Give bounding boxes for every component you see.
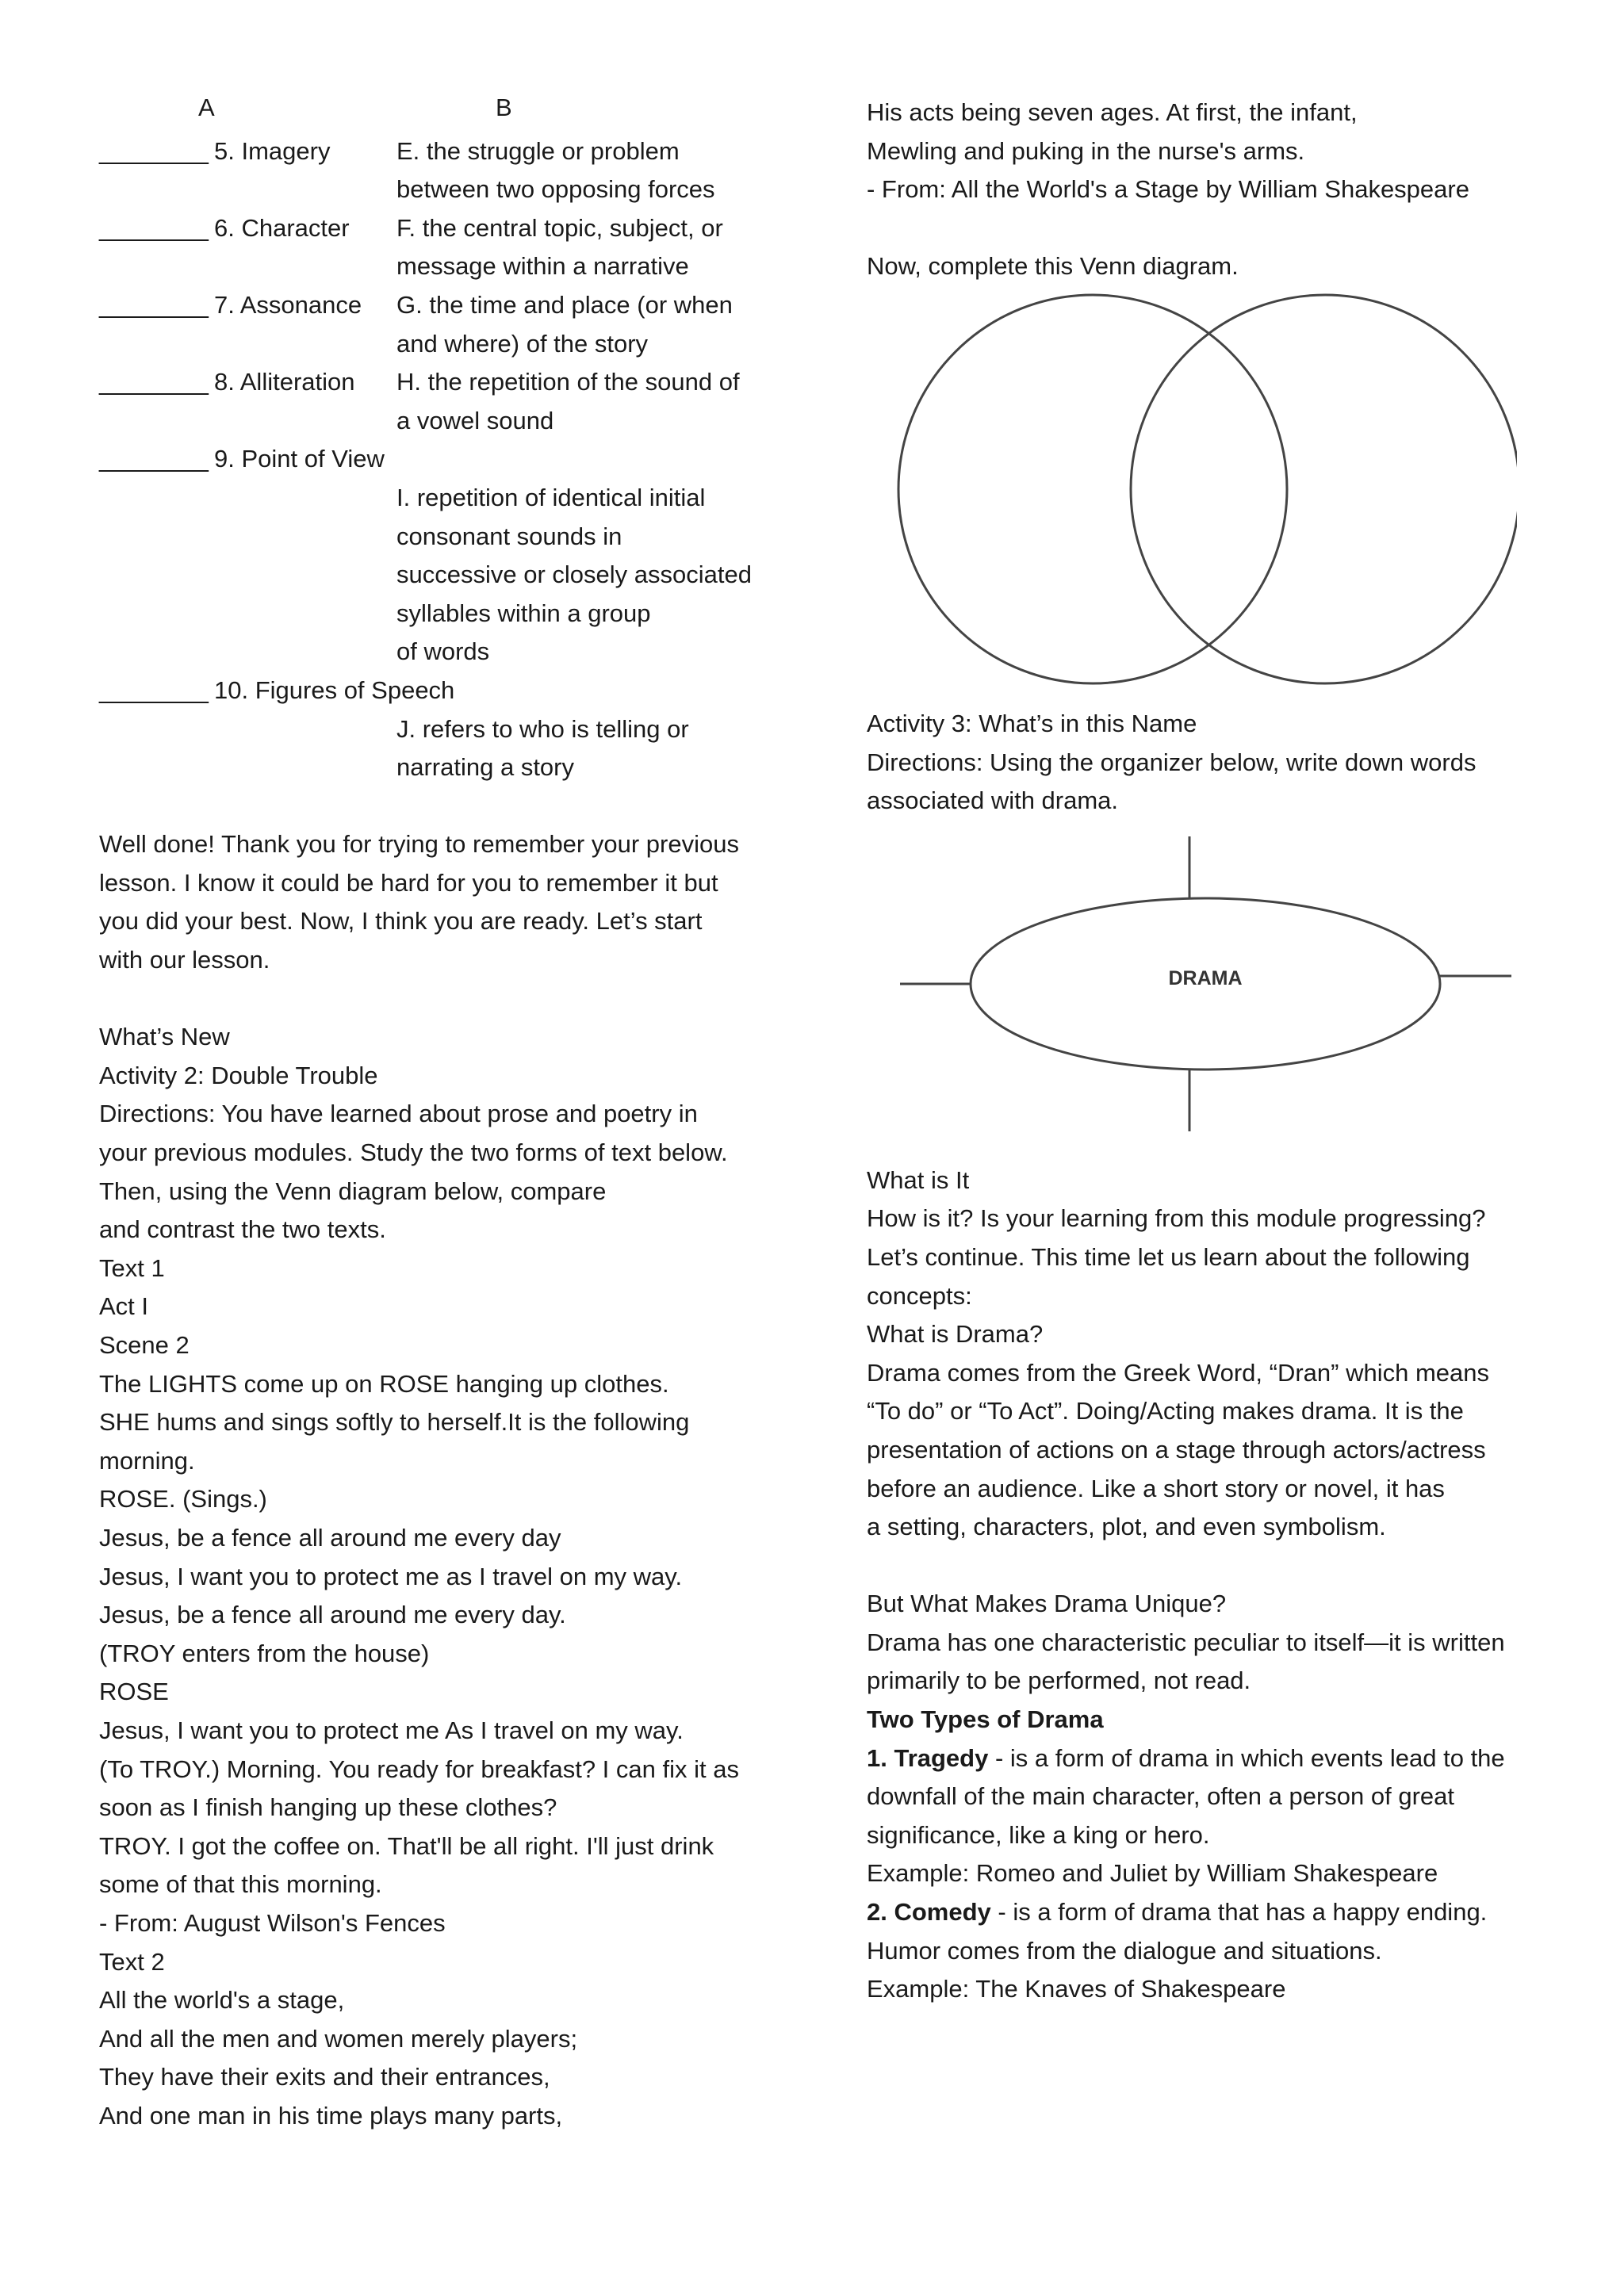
text-2-body [99, 1981, 797, 2135]
definition-line: and where) of the story [396, 329, 649, 358]
matching-row-6 [99, 209, 797, 248]
intro-line: How is it? Is your learning from this module progressing? [867, 1204, 1486, 1233]
spacer [99, 980, 797, 1019]
matching-row-5 [99, 132, 797, 171]
left-column [99, 94, 797, 2135]
paragraph-line: you did your best. Now, I think you are ready. Let’s start [99, 907, 703, 936]
directions-line: Directions: You have learned about prose and poetry in [99, 1100, 698, 1128]
tragedy-label: 1. Tragedy [867, 1743, 989, 1772]
text-line: And all the men and women merely players; [99, 2024, 578, 2053]
intro-line: Let’s continue. This time let us learn about the following [867, 1242, 1470, 1271]
text-line: They have their exits and their entrances, [99, 2063, 550, 2091]
text-line: Act I [99, 1292, 149, 1321]
term: 6. Character [214, 213, 350, 242]
text-line: some of that this morning. [99, 1870, 382, 1899]
spacer [867, 1547, 1565, 1586]
definition-cont [99, 325, 797, 364]
term: 7. Assonance [214, 290, 362, 319]
definition-line: a vowel sound [396, 406, 554, 434]
spacer [867, 689, 1565, 705]
definition-line: consonant sounds in [396, 522, 622, 550]
term: 10. Figures of Speech [214, 675, 455, 704]
body-line: Example: The Knaves of Shakespeare [867, 1975, 1286, 2003]
definition: G. the time and place (or when [396, 290, 733, 319]
directions-line: Then, using the Venn diagram below, compare [99, 1177, 607, 1205]
definition-line: syllables within a group [396, 599, 651, 627]
directions-line: your previous modules. Study the two forms of text below. [99, 1138, 728, 1167]
definition-line: J. refers to who is telling or [396, 714, 689, 743]
directions-line: Directions: Using the organizer below, write down words [867, 748, 1477, 776]
body-line: Humor comes from the dialogue and situations. [867, 1936, 1382, 1965]
text-line: His acts being seven ages. At first, the infant, [867, 98, 1358, 126]
text-2-label: Text 2 [99, 1947, 165, 1976]
column-a-header: A [198, 94, 215, 121]
definition [99, 479, 797, 518]
definition-cont [99, 170, 797, 209]
text-line: - From: All the World's a Stage by William Shakespeare [867, 175, 1469, 204]
definition-cont [99, 247, 797, 286]
paragraph-line: lesson. I know it could be hard for you to remember it but [99, 868, 718, 897]
comedy-line [867, 1893, 1565, 1932]
text-line: The LIGHTS come up on ROSE hanging up clothes. [99, 1369, 669, 1398]
definition: E. the struggle or problem [396, 136, 680, 165]
question-heading: What is Drama? [867, 1320, 1044, 1349]
comedy-definition: - is a form of drama that has a happy ending. [990, 1898, 1488, 1927]
term: 5. Imagery [214, 136, 331, 165]
body-line: “To do” or “To Act”. Doing/Acting makes drama. It is the [867, 1397, 1464, 1425]
right-column [867, 94, 1565, 2009]
venn-circle-right[interactable] [1131, 295, 1517, 683]
question-heading: But What Makes Drama Unique? [867, 1590, 1227, 1618]
text-line: (TROY enters from the house) [99, 1639, 430, 1667]
answer-blank[interactable]: ________ [99, 136, 209, 165]
text-1-label: Text 1 [99, 1253, 165, 1282]
paragraph-line: Well done! Thank you for trying to remember your previous [99, 830, 739, 859]
column-b-header: B [496, 94, 512, 121]
well-done-paragraph [99, 825, 797, 979]
definition-cont [99, 595, 797, 633]
matching-row-8 [99, 363, 797, 402]
text-line: Mewling and puking in the nurse's arms. [867, 136, 1305, 165]
answer-blank[interactable]: ________ [99, 290, 209, 319]
body-line: significance, like a king or hero. [867, 1820, 1210, 1849]
answer-blank[interactable]: ________ [99, 213, 209, 242]
definition-line: I. repetition of identical initial [396, 483, 706, 511]
body-line: presentation of actions on a stage through actors/actress [867, 1435, 1486, 1464]
text-line: Jesus, be a fence all around me every day [99, 1523, 561, 1552]
matching-row-10 [99, 672, 797, 710]
definition-cont [99, 556, 797, 595]
directions-line: associated with drama. [867, 786, 1119, 815]
definition-line: narrating a story [396, 753, 574, 782]
intro-line: concepts: [867, 1281, 972, 1310]
spacer [99, 787, 797, 826]
text-line: And one man in his time plays many parts, [99, 2101, 563, 2130]
directions-line: and contrast the two texts. [99, 1215, 386, 1244]
answer-blank[interactable]: ________ [99, 445, 209, 473]
text-line: Scene 2 [99, 1331, 190, 1359]
term: 8. Alliteration [214, 368, 355, 396]
definition-line: successive or closely associated [396, 561, 752, 589]
definition-cont [99, 402, 797, 441]
section-heading: What’s New [99, 1023, 230, 1051]
text-line: ROSE [99, 1678, 169, 1706]
body-line: Drama comes from the Greek Word, “Dran” which means [867, 1358, 1489, 1387]
matching-header [99, 94, 797, 132]
venn-diagram[interactable] [867, 293, 1517, 689]
answer-blank[interactable]: ________ [99, 675, 209, 704]
venn-circle-left[interactable] [898, 295, 1287, 683]
definition-cont [99, 633, 797, 672]
activity-title: Activity 2: Double Trouble [99, 1061, 378, 1089]
text-line: ROSE. (Sings.) [99, 1485, 267, 1513]
body-line: primarily to be performed, not read. [867, 1667, 1251, 1695]
definition-line: of words [396, 637, 490, 666]
text-line: morning. [99, 1446, 195, 1475]
definition-cont [99, 518, 797, 557]
answer-blank[interactable]: ________ [99, 368, 209, 396]
matching-row-7 [99, 286, 797, 325]
text-line: Jesus, I want you to protect me as I travel on my way. [99, 1562, 683, 1590]
comedy-label: 2. Comedy [867, 1898, 991, 1927]
drama-word-organizer[interactable] [867, 828, 1517, 1161]
organizer-label: DRAMA [1168, 966, 1243, 989]
definition: H. the repetition of the sound of [396, 368, 740, 396]
body-line: Example: Romeo and Juliet by William Shakespeare [867, 1859, 1438, 1888]
definition-cont [99, 748, 797, 787]
spacer [867, 209, 1565, 248]
text-line: Jesus, I want you to protect me As I travel on my way. [99, 1716, 684, 1744]
definition-line: between two opposing forces [396, 175, 715, 204]
paragraph-line: with our lesson. [99, 946, 270, 974]
section-heading: What is It [867, 1165, 970, 1194]
text-line: soon as I finish hanging up these clothes? [99, 1793, 557, 1822]
venn-prompt: Now, complete this Venn diagram. [867, 252, 1239, 281]
text-line: All the world's a stage, [99, 1986, 345, 2015]
definition-line: message within a narrative [396, 252, 689, 281]
activity-3-title: Activity 3: What’s in this Name [867, 709, 1197, 737]
body-line: before an audience. Like a short story or novel, it has [867, 1474, 1445, 1502]
matching-row-9 [99, 440, 797, 479]
tragedy-definition: - is a form of drama in which events lead to the [988, 1743, 1505, 1772]
body-line: Drama has one characteristic peculiar to itself—it is written [867, 1628, 1505, 1656]
term: 9. Point of View [214, 445, 385, 473]
types-heading [867, 1701, 1565, 1739]
types-heading-text: Two Types of Drama [867, 1705, 1104, 1734]
text-line: Jesus, be a fence all around me every day. [99, 1601, 566, 1629]
text-line: - From: August Wilson's Fences [99, 1908, 446, 1937]
tragedy-line [867, 1739, 1565, 1778]
definition [99, 710, 797, 749]
text-line: SHE hums and sings softly to herself.It is the following [99, 1408, 690, 1437]
text-1-body [99, 1288, 797, 1942]
body-line: a setting, characters, plot, and even symbolism. [867, 1513, 1386, 1541]
definition: F. the central topic, subject, or [396, 213, 723, 242]
text-line: (To TROY.) Morning. You ready for breakfast? I can fix it as [99, 1755, 739, 1783]
text-line: TROY. I got the coffee on. That'll be all right. I'll just drink [99, 1831, 714, 1860]
body-line: downfall of the main character, often a person of great [867, 1782, 1455, 1811]
